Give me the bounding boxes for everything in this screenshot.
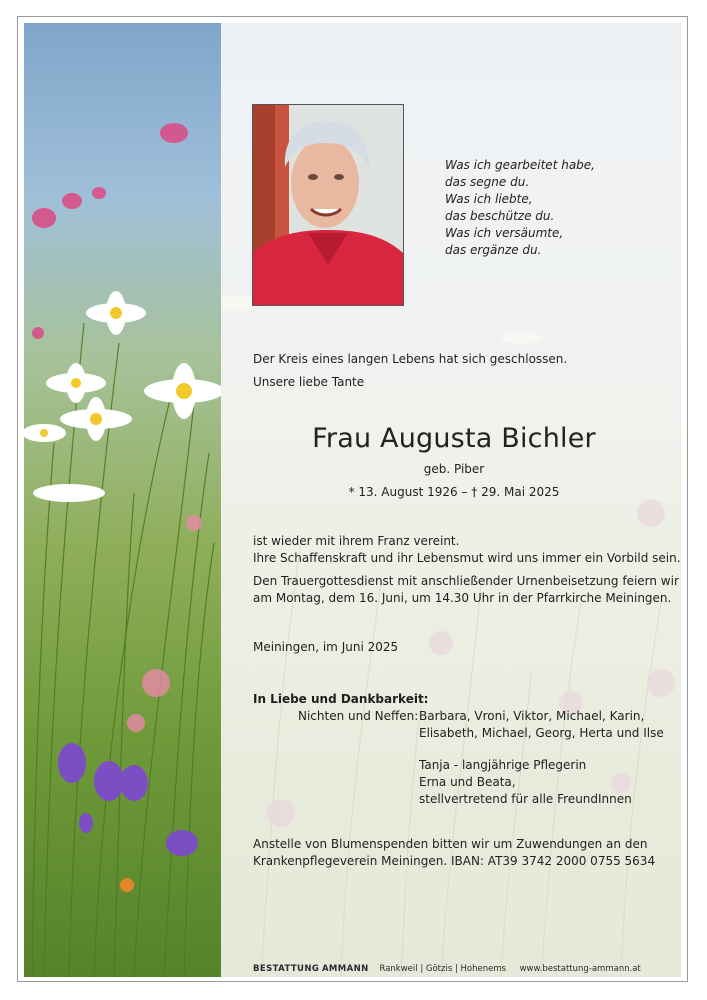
footer-url: www.bestattung-ammann.at [519, 964, 641, 974]
mourners-extra-line-2: Erna und Beata, [419, 775, 516, 789]
intro-line-2: Unsere liebe Tante [253, 375, 365, 389]
verse-line: Was ich liebte, [445, 192, 533, 206]
verse [445, 157, 665, 259]
body-line-1: ist wieder mit ihrem Franz vereint. [253, 534, 460, 548]
verse-line: Was ich gearbeitet habe, [445, 158, 595, 172]
donation-line-2: Krankenpflegeverein Meiningen. IBAN: AT39 3742 2000 0755 5634 [253, 854, 656, 868]
verse-line: Was ich versäumte, [445, 226, 564, 240]
meadow-flowers [24, 23, 221, 977]
birth-name: geb. Piber [423, 462, 485, 476]
intro-line-1: Der Kreis eines langen Lebens hat sich geschlossen. [253, 352, 568, 366]
portrait-photo [252, 104, 404, 306]
body-line-3: Den Trauergottesdienst mit anschließender Urnenbeisetzung feiern wir [253, 574, 679, 588]
verse-line: das segne du. [445, 175, 530, 189]
mourners-group-label: Nichten und Neffen: [298, 709, 419, 723]
body-line-4: am Montag, dem 16. Juni, um 14.30 Uhr in der Pfarrkirche Meiningen. [253, 591, 672, 605]
footer [253, 964, 641, 974]
mourners-group-line-1: Barbara, Vroni, Viktor, Michael, Karin, [419, 709, 645, 723]
footer-brand-a: BESTATTUNG [253, 964, 320, 974]
mourners-extra-line-1: Tanja - langjährige Pflegerin [419, 758, 587, 772]
meadow-image [24, 23, 221, 977]
mourners-extra-line-3: stellvertretend für alle FreundInnen [419, 792, 632, 806]
footer-brand-b: AMMANN [321, 964, 369, 974]
verse-line: das beschütze du. [445, 209, 555, 223]
mourners-heading: In Liebe und Dankbarkeit: [253, 692, 429, 706]
portrait-illustration [253, 105, 403, 305]
donation-line-1: Anstelle von Blumenspenden bitten wir um Zuwendungen an den [253, 837, 648, 851]
verse-line: das ergänze du. [445, 243, 542, 257]
footer-locations: Rankweil | Götzis | Hohenems [379, 964, 507, 974]
body-line-2: Ihre Schaffenskraft und ihr Lebensmut wird uns immer ein Vorbild sein. [253, 551, 681, 565]
mourners-group-line-2: Elisabeth, Michael, Georg, Herta und Ilse [419, 726, 664, 740]
place-date: Meiningen, im Juni 2025 [253, 640, 399, 654]
deceased-name: Frau Augusta Bichler [312, 423, 596, 454]
life-dates: * 13. August 1926 – † 29. Mai 2025 [348, 485, 560, 499]
